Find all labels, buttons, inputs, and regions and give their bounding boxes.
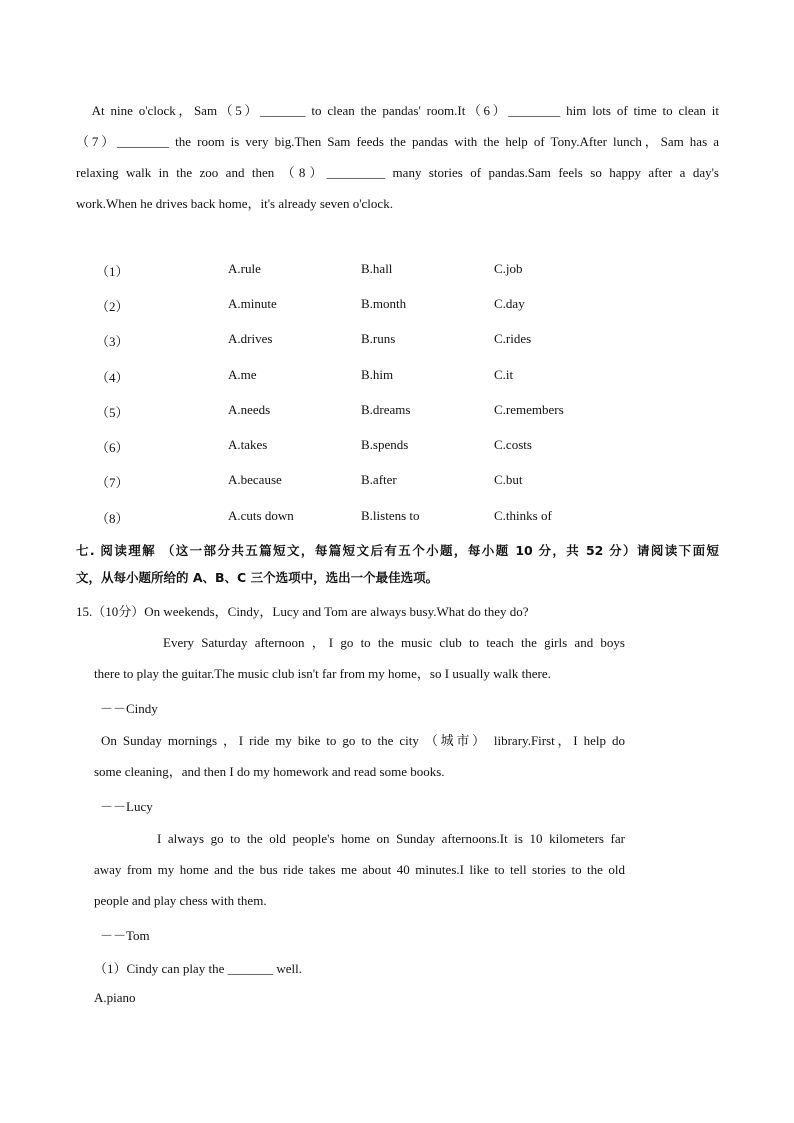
option-b[interactable]: B.month [361, 296, 407, 311]
tom-signature: －－Tom [100, 928, 150, 943]
option-a[interactable]: A.minute [228, 296, 277, 311]
option-a[interactable]: A.rule [228, 261, 261, 276]
option-c[interactable]: C.it [494, 367, 514, 382]
option-number: （7） [96, 475, 129, 490]
option-c[interactable]: C.thinks of [494, 508, 552, 523]
option-a[interactable]: A.because [228, 472, 282, 487]
tom-line: away from my home and the bus ride takes me about 40 minutes.I like to tell stories to the old [94, 862, 625, 877]
option-c[interactable]: C.job [494, 261, 523, 276]
passage-line: At nine o'clock，Sam（5）_______ to clean the pandas' room.It（6）________ him lots of time to clean it [76, 103, 719, 118]
option-b[interactable]: B.listens to [361, 508, 420, 523]
option-a[interactable]: A.needs [228, 402, 271, 417]
lucy-signature: －－Lucy [100, 799, 153, 814]
option-b[interactable]: B.hall [361, 261, 393, 276]
option-c[interactable]: C.remembers [494, 402, 564, 417]
sub-question-1-option-a[interactable]: A.piano [94, 990, 136, 1005]
option-b[interactable]: B.dreams [361, 402, 411, 417]
option-a[interactable]: A.cuts down [228, 508, 294, 523]
option-number: （3） [96, 334, 129, 349]
cindy-line: Every Saturday afternoon ，I go to the music club to teach the girls and boys [163, 635, 625, 650]
option-c[interactable]: C.costs [494, 437, 532, 452]
option-number: （8） [96, 511, 129, 526]
tom-line: people and play chess with them. [94, 893, 267, 908]
option-a[interactable]: A.takes [228, 437, 268, 452]
option-c[interactable]: C.but [494, 472, 523, 487]
passage-line: relaxing walk in the zoo and then （8）_________ many stories of pandas.Sam feels so happy after a day's [76, 165, 719, 180]
option-a[interactable]: A.me [228, 367, 257, 382]
option-c[interactable]: C.rides [494, 331, 532, 346]
question-header: 15.（10分）On weekends，Cindy，Lucy and Tom are always busy.What do they do? [76, 604, 529, 619]
option-c[interactable]: C.day [494, 296, 525, 311]
option-number: （5） [96, 405, 129, 420]
section-heading [76, 537, 719, 591]
option-b[interactable]: B.after [361, 472, 397, 487]
option-b[interactable]: B.him [361, 367, 394, 382]
cindy-signature: －－Cindy [100, 701, 158, 716]
option-b[interactable]: B.runs [361, 331, 396, 346]
tom-line: I always go to the old people's home on Sunday afternoons.It is 10 kilometers far [157, 831, 625, 846]
lucy-line: some cleaning，and then I do my homework and read some books. [94, 764, 445, 779]
section-heading-line: 七. 阅读理解 （这一部分共五篇短文，每篇短文后有五个小题，每小题 10 分，共 52 分）请阅读下面短 [76, 543, 719, 558]
option-number: （4） [96, 370, 129, 385]
option-a[interactable]: A.drives [228, 331, 273, 346]
option-number: （2） [96, 299, 129, 314]
section-heading-line: 文，从每小题所给的 A、B、C 三个选项中，选出一个最佳选项。 [76, 570, 439, 585]
sub-question-1: （1）Cindy can play the _______ well. [94, 961, 302, 976]
tom-text [94, 823, 625, 916]
option-number: （6） [96, 440, 129, 455]
option-b[interactable]: B.spends [361, 437, 409, 452]
lucy-line: On Sunday mornings ，I ride my bike to go to the city （城市） library.First，I help do [101, 733, 625, 748]
cloze-passage [76, 95, 719, 219]
lucy-text [94, 725, 625, 787]
option-number: （1） [96, 264, 129, 279]
cindy-line: there to play the guitar.The music club isn't far from my home，so I usually walk there. [94, 666, 551, 681]
cindy-text [94, 627, 625, 689]
passage-line: work.When he drives back home，it's already seven o'clock. [76, 196, 393, 211]
passage-line: （7）________ the room is very big.Then Sam feeds the pandas with the help of Tony.After lunch，Sam has a [76, 134, 719, 149]
